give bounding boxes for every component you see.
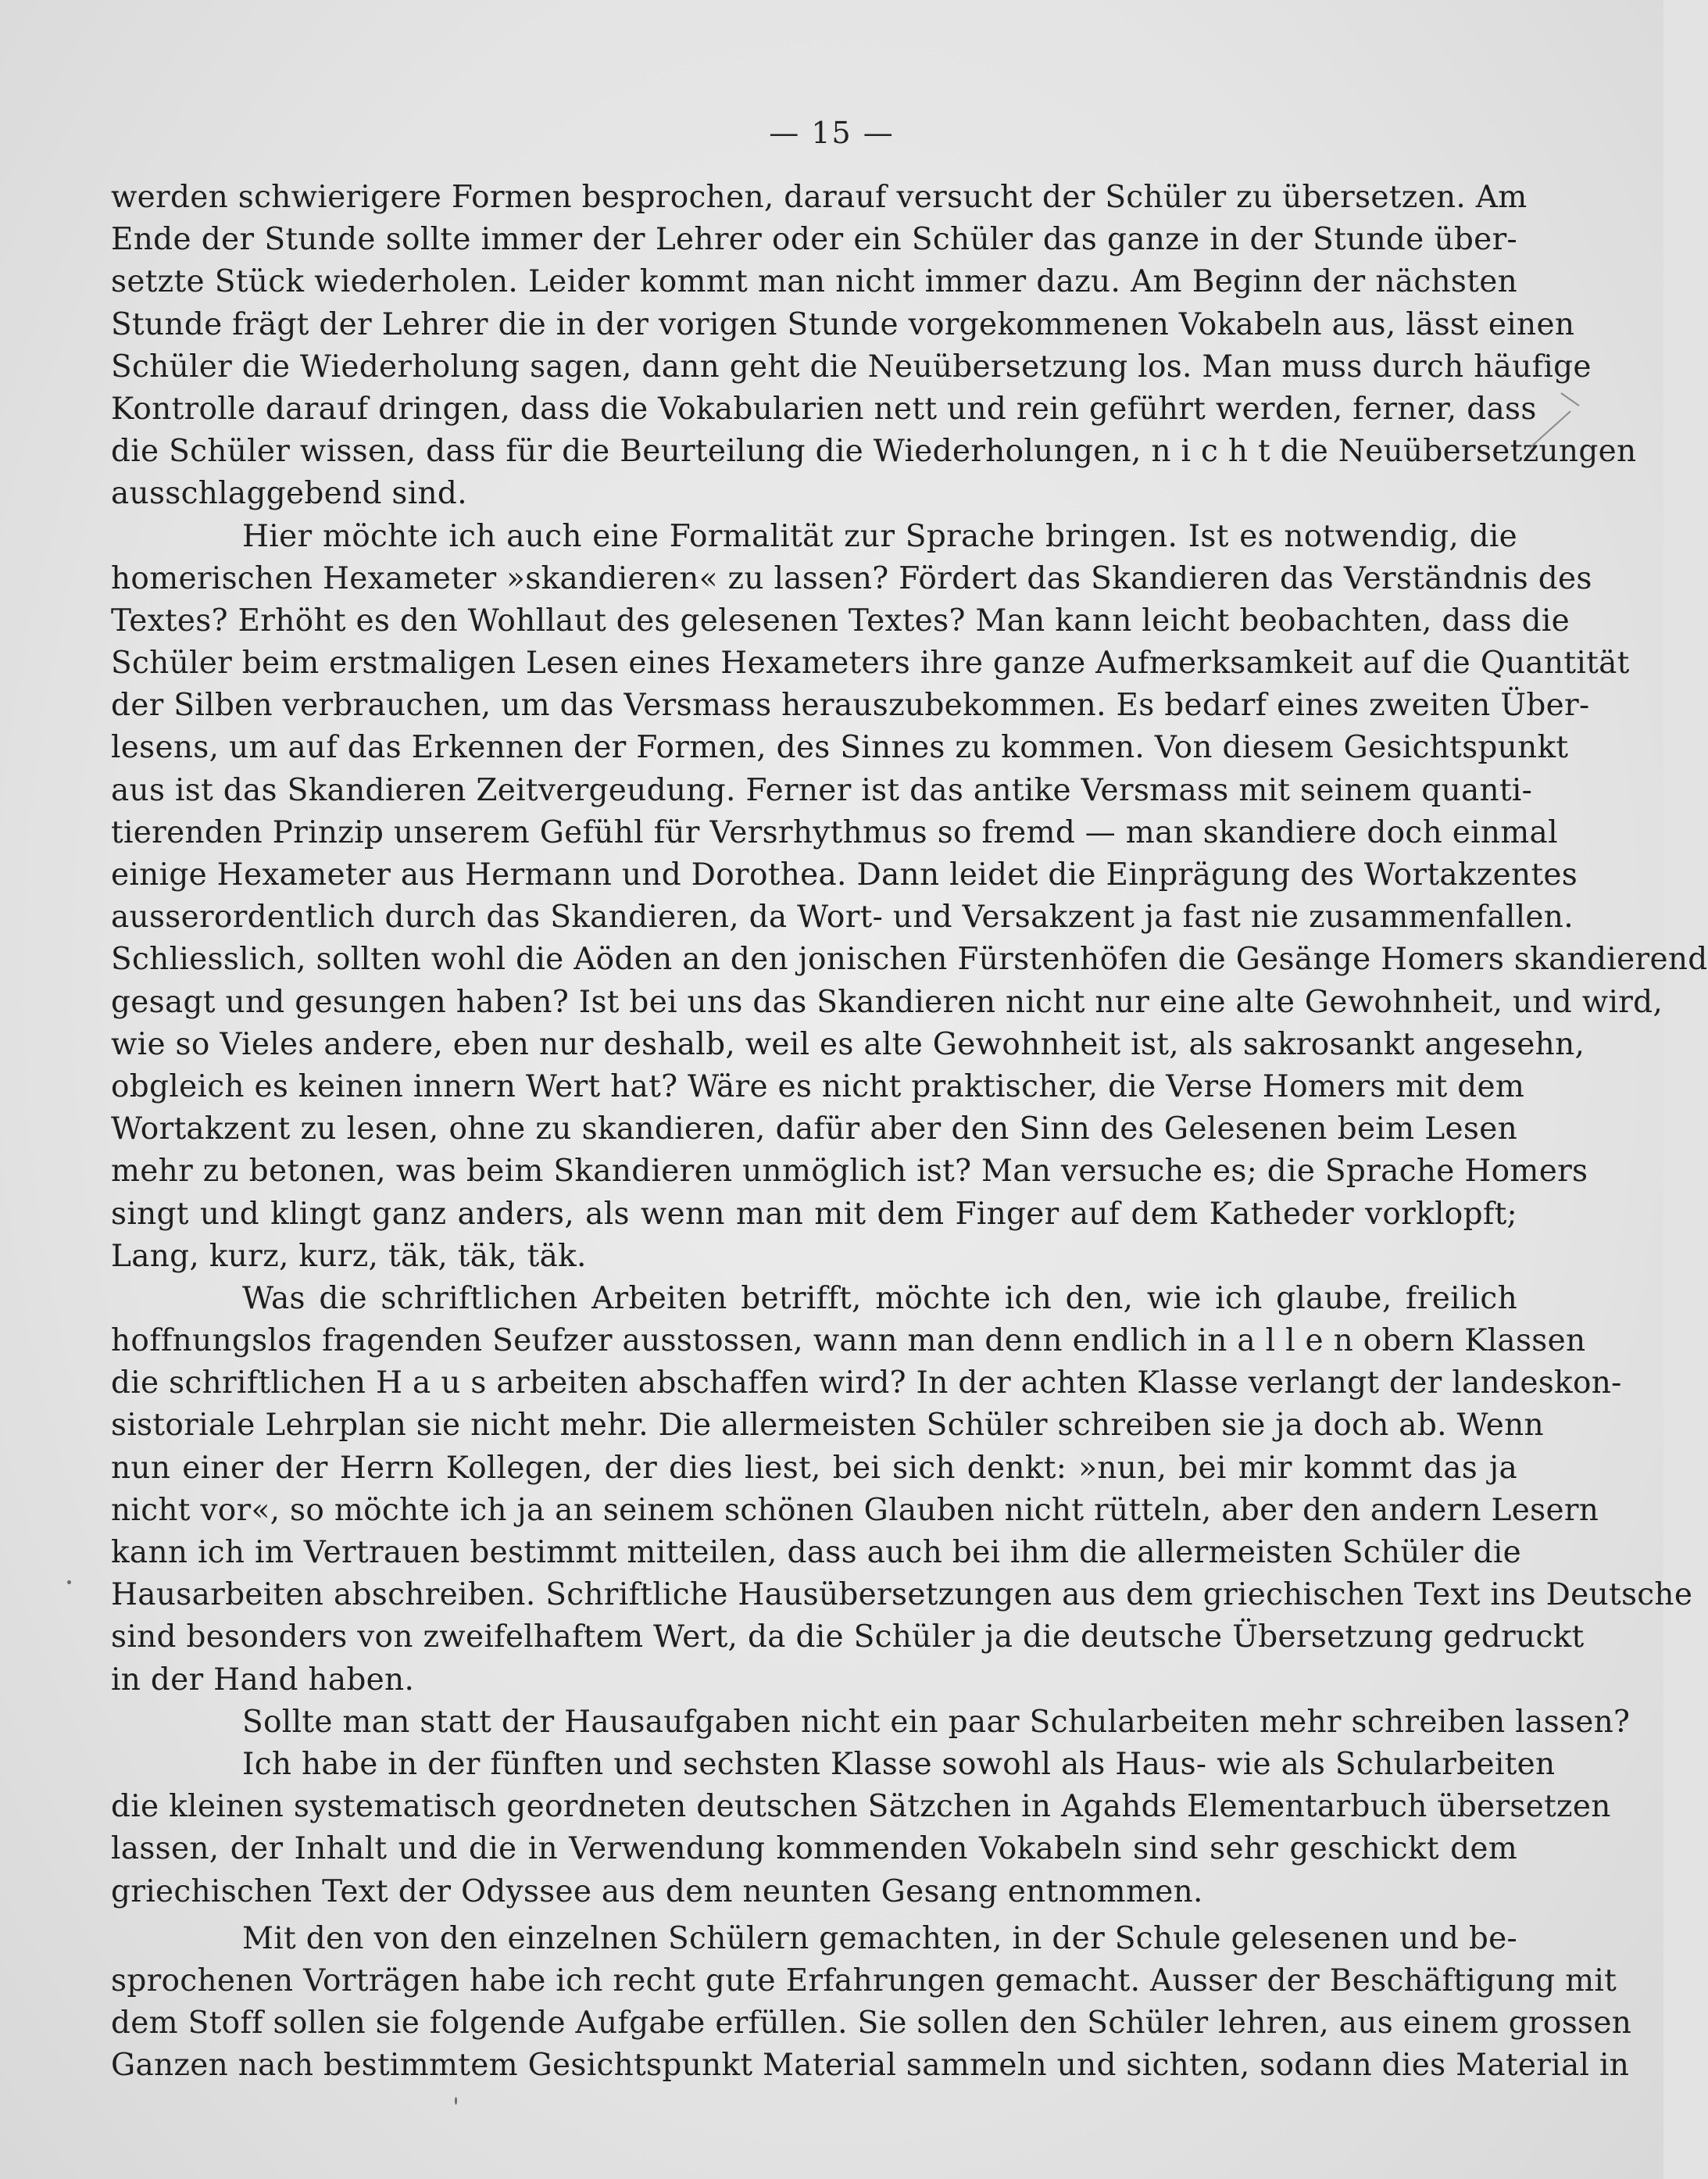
text-line: ausserordentlich durch das Skandieren, da Wort- und Versakzent ja fast nie zusammenfallen. bbox=[111, 900, 1574, 936]
text-line: aus ist das Skandieren Zeitvergeudung. Ferner ist das antike Versmass mit seinem quanti- bbox=[111, 772, 1533, 808]
text-line: lesens, um auf das Erkennen der Formen, des Sinnes zu kommen. Von diesem Gesichtspunkt bbox=[111, 730, 1569, 766]
text-line: mehr zu betonen, was beim Skandieren unmöglich ist? Man versuche es; die Sprache Homers bbox=[111, 1154, 1588, 1190]
text-line: Ganzen nach bestimmtem Gesichtspunkt Material sammeln und sichten, sodann dies Material in bbox=[111, 2048, 1630, 2084]
scan-speck bbox=[455, 2097, 457, 2105]
text-line: Hier möchte ich auch eine Formalität zur Sprache bringen. Ist es notwendig, die bbox=[242, 518, 1517, 554]
text-line: lassen, der Inhalt und die in Verwendung kommenden Vokabeln sind sehr geschickt dem bbox=[111, 1831, 1517, 1867]
text-line: singt und klingt ganz anders, als wenn man mit dem Finger auf dem Katheder vorklopft; bbox=[111, 1196, 1517, 1232]
text-line: kann ich im Vertrauen bestimmt mitteilen, dass auch bei ihm die allermeisten Schüler die bbox=[111, 1535, 1522, 1570]
text-line: obgleich es keinen innern Wert hat? Wäre es nicht praktischer, die Verse Homers mit dem bbox=[111, 1068, 1525, 1104]
text-line: dem Stoff sollen sie folgende Aufgabe erfüllen. Sie sollen den Schüler lehren, aus einem grossen bbox=[111, 2005, 1632, 2041]
paragraph bbox=[111, 1278, 1693, 1701]
text-line: die Schüler wissen, dass für die Beurteilung die Wiederholungen, n i c h t die Neuübersetzungen bbox=[111, 434, 1637, 470]
text-line: Wortakzent zu lesen, ohne zu skandieren, dafür aber den Sinn des Gelesenen beim Lesen bbox=[111, 1111, 1517, 1147]
text-line: Ich habe in der fünften und sechsten Klasse sowohl als Haus- wie als Schularbeiten bbox=[242, 1746, 1556, 1782]
text-line: Ende der Stunde sollte immer der Lehrer oder ein Schüler das ganze in der Stunde über- bbox=[111, 222, 1517, 258]
text-line: Mit den von den einzelnen Schülern gemachten, in der Schule gelesenen und be- bbox=[242, 1920, 1517, 1956]
text-line: in der Hand haben. bbox=[111, 1662, 415, 1698]
text-line: Textes? Erhöht es den Wohllaut des gelesenen Textes? Man kann leicht beobachten, dass die bbox=[111, 603, 1570, 639]
text-line: der Silben verbrauchen, um das Versmass herauszubekommen. Es bedarf eines zweiten Über- bbox=[111, 688, 1590, 724]
text-line: griechischen Text der Odyssee aus dem neunten Gesang entnommen. bbox=[111, 1873, 1203, 1909]
text-line: nicht vor«, so möchte ich ja an seinem schönen Glauben nicht rütteln, aber den andern Lesern bbox=[111, 1492, 1599, 1528]
paragraph bbox=[111, 516, 1708, 1278]
paragraph bbox=[111, 177, 1637, 516]
paragraph bbox=[111, 1918, 1632, 2088]
paragraph bbox=[111, 1744, 1611, 1913]
text-line: sprochenen Vorträgen habe ich recht gute Erfahrungen gemacht. Ausser der Beschäftigung mit bbox=[111, 1963, 1617, 1998]
text-line: Stunde frägt der Lehrer die in der vorigen Stunde vorgekommenen Vokabeln aus, lässt einen bbox=[111, 306, 1575, 342]
page-number: — 15 — bbox=[769, 116, 895, 150]
text-line: wie so Vieles andere, eben nur deshalb, weil es alte Gewohnheit ist, als sakrosankt angesehn, bbox=[111, 1026, 1585, 1062]
text-line: Schliesslich, sollten wohl die Aöden an den jonischen Fürstenhöfen die Gesänge Homers skandierend bbox=[111, 942, 1708, 978]
text-line: Lang, kurz, kurz, täk, täk, täk. bbox=[111, 1238, 587, 1274]
text-line: Schüler beim erstmaligen Lesen eines Hexameters ihre ganze Aufmerksamkeit auf die Quantität bbox=[111, 646, 1630, 682]
text-line: homerischen Hexameter »skandieren« zu lassen? Fördert das Skandieren das Verständnis des bbox=[111, 560, 1592, 596]
text-line: die schriftlichen H a u s arbeiten abschaffen wird? In der achten Klasse verlangt der landeskon- bbox=[111, 1365, 1622, 1401]
text-line: gesagt und gesungen haben? Ist bei uns das Skandieren nicht nur eine alte Gewohnheit, und wird, bbox=[111, 984, 1663, 1020]
body-text bbox=[111, 177, 1708, 2087]
text-line: nun einer der Herrn Kollegen, der dies liest, bei sich denkt: »nun, bei mir kommt das ja bbox=[111, 1450, 1517, 1486]
text-line: Sollte man statt der Hausaufgaben nicht ein paar Schularbeiten mehr schreiben lassen? bbox=[242, 1704, 1631, 1740]
text-line: Schüler die Wiederholung sagen, dann geht die Neuübersetzung los. Man muss durch häufige bbox=[111, 349, 1592, 385]
text-line: Hausarbeiten abschreiben. Schriftliche Hausübersetzungen aus dem griechischen Text ins Deutsche bbox=[111, 1577, 1693, 1613]
paragraph bbox=[111, 1701, 1631, 1744]
text-line: die kleinen systematisch geordneten deutschen Sätzchen in Agahds Elementarbuch übersetzen bbox=[111, 1789, 1611, 1825]
text-line: setzte Stück wiederholen. Leider kommt man nicht immer dazu. Am Beginn der nächsten bbox=[111, 264, 1517, 300]
text-line: hoffnungslos fragenden Seufzer ausstossen, wann man denn endlich in a l l e n obern Klassen bbox=[111, 1323, 1586, 1359]
text-line: Was die schriftlichen Arbeiten betrifft, möchte ich den, wie ich glaube, freilich bbox=[242, 1280, 1517, 1316]
text-line: sind besonders von zweifelhaftem Wert, da die Schüler ja die deutsche Übersetzung gedruckt bbox=[111, 1619, 1585, 1655]
text-line: ausschlaggebend sind. bbox=[111, 476, 467, 512]
text-line: Kontrolle darauf dringen, dass die Vokabularien nett und rein geführt werden, ferner, dass bbox=[111, 391, 1537, 427]
margin-pencil-mark bbox=[1560, 392, 1579, 406]
text-line: einige Hexameter aus Hermann und Dorothea. Dann leidet die Einprägung des Wortakzentes bbox=[111, 857, 1578, 893]
text-line: sistoriale Lehrplan sie nicht mehr. Die allermeisten Schüler schreiben sie ja doch ab. Wenn bbox=[111, 1408, 1544, 1444]
scan-speck bbox=[67, 1580, 71, 1584]
text-line: tierenden Prinzip unserem Gefühl für Versrhythmus so fremd — man skandiere doch einmal bbox=[111, 814, 1558, 850]
text-line: werden schwierigere Formen besprochen, darauf versucht der Schüler zu übersetzen. Am bbox=[111, 180, 1528, 215]
